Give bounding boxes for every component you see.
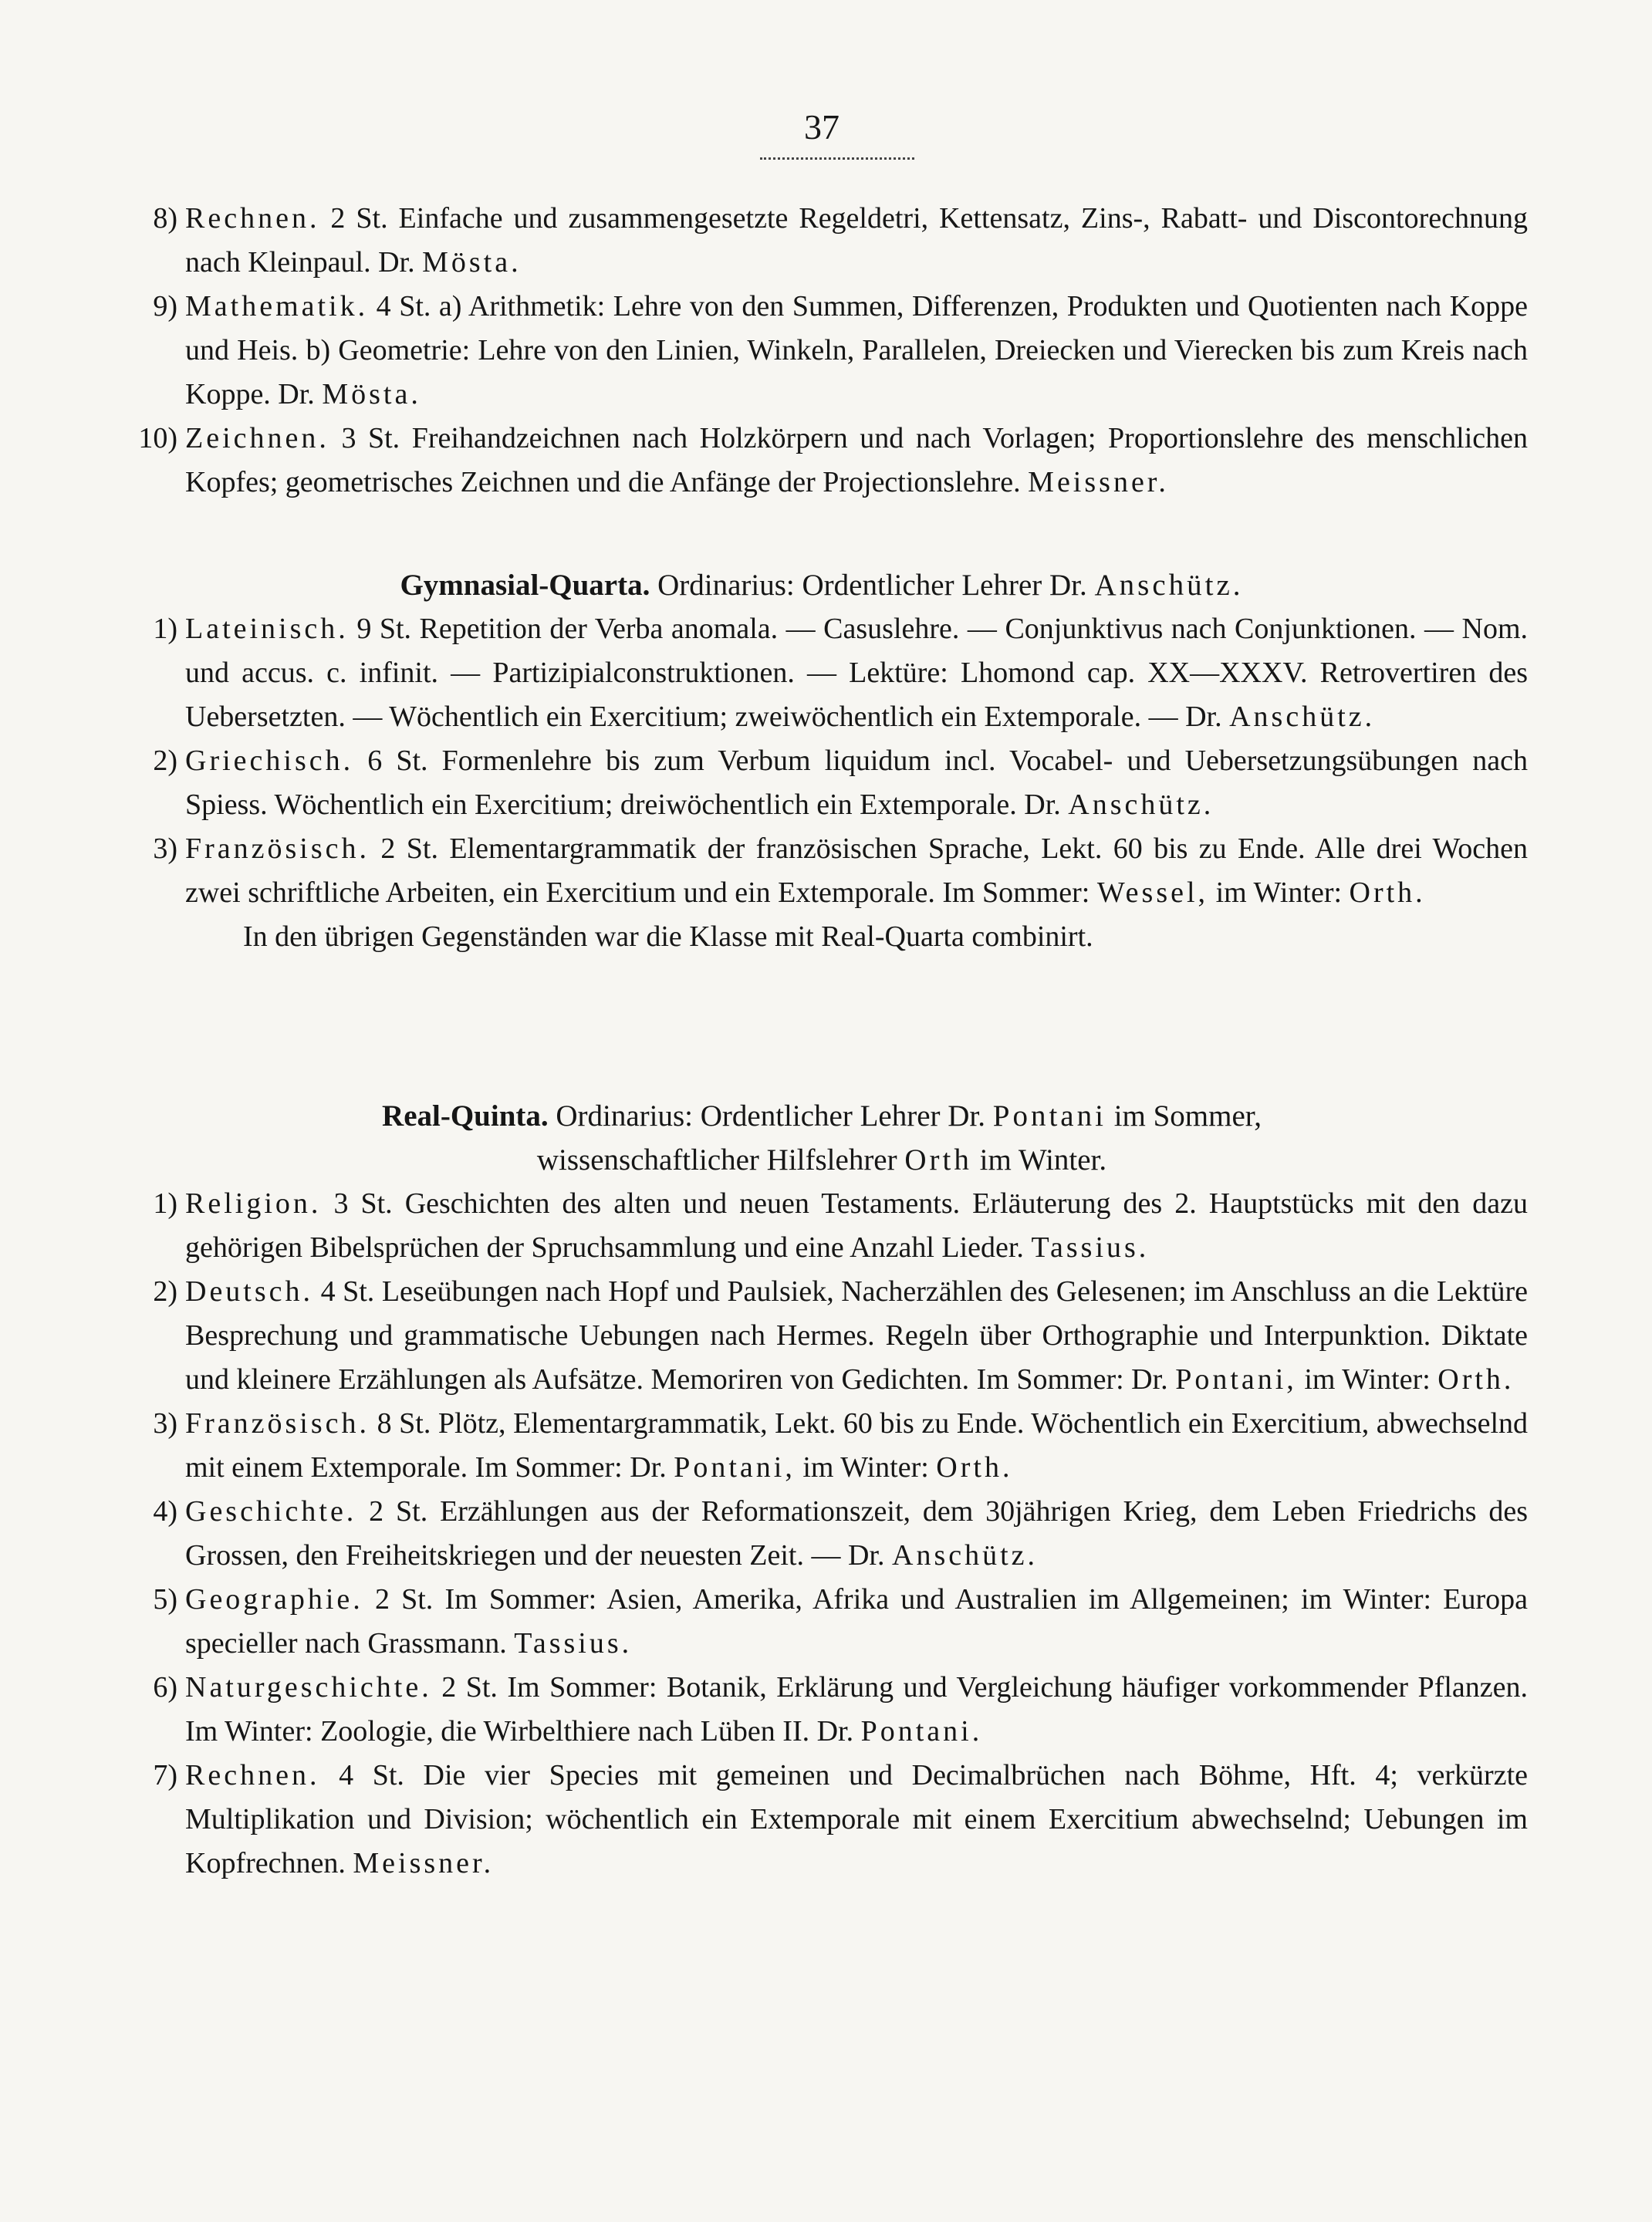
section-title: Real-Quinta. bbox=[382, 1099, 549, 1133]
list-item bbox=[116, 1270, 1528, 1402]
subject-name: Geographie. bbox=[185, 1583, 363, 1616]
item-text: 2 St. Im Sommer: Asien, Amerika, Afrika und Australien im Allgemeinen; im Winter: Europa specieller nach Grassmann. bbox=[185, 1583, 1528, 1660]
item-number: 9) bbox=[153, 290, 177, 322]
item-number: 6) bbox=[153, 1671, 177, 1704]
subject-name: Religion. bbox=[185, 1187, 322, 1220]
subject-name: Französisch. bbox=[185, 1407, 370, 1440]
item-number: 1) bbox=[153, 613, 177, 645]
item-text: 8 St. Plötz, Elementargrammatik, Lekt. 60 bis zu Ende. Wöchentlich ein Exercitium, abwechselnd mit einem Extemporale. Im Sommer: Dr. bbox=[185, 1407, 1529, 1484]
teacher-name: Pontani. bbox=[860, 1715, 983, 1748]
teacher-name: Mösta. bbox=[422, 246, 522, 279]
item-text: 2 St. Im Sommer: Botanik, Erklärung und Vergleichung häufiger vorkommender Pflanzen. Im Winter: Zoologie, die Wirbelthiere nach Lüben II. Dr. bbox=[185, 1671, 1529, 1748]
ordinarius-text: Ordinarius: Ordentlicher Lehrer Dr. bbox=[657, 569, 1087, 602]
continued-entries bbox=[116, 197, 1528, 505]
item-text: 4 St. Leseübungen nach Hopf und Paulsiek, Nacherzählen des Gelesenen; im Anschluss an die Lektüre Besprechung und grammatische Uebungen nach Hermes. Regeln über Orthographie und Interpunktion. Diktate und kleinere Erzählungen als Aufsätze. Memoriren von Gedichten. Im Sommer: Dr. bbox=[185, 1275, 1529, 1396]
list-item bbox=[116, 1182, 1528, 1270]
ordinarius-name: Orth bbox=[904, 1143, 972, 1177]
item-number: 1) bbox=[153, 1187, 177, 1220]
item-text: 2 St. Elementargrammatik der französischen Sprache, Lekt. 60 bis zu Ende. Alle drei Wochen zwei schriftliche Arbeiten, ein Exercitium und ein Extemporale. Im Sommer: bbox=[185, 832, 1528, 909]
item-text: 6 St. Formenlehre bis zum Verbum liquidum incl. Vocabel- und Uebersetzungsübungen nach Spiess. Wöchentlich ein Exercitium; dreiwöchentlich ein Extemporale. Dr. bbox=[185, 745, 1528, 821]
teacher-name: Orth. bbox=[936, 1451, 1013, 1484]
item-text: 2 St. Erzählungen aus der Reformationszeit, dem 30jährigen Krieg, dem Leben Friedrichs des Grossen, den Freiheitskriegen und der neuesten Zeit. — Dr. bbox=[185, 1495, 1528, 1572]
list-item bbox=[116, 417, 1528, 505]
item-text: 9 St. Repetition der Verba anomala. — Casuslehre. — Conjunktivus nach Conjunktionen. — Nom. und accus. c. infinit. — Partizipialconstruktionen. — Lektüre: Lhomond cap. XX—XXXV. Retrovertiren des Uebersetzten. — Wöchentlich ein Exercitium; zweiwöchentlich ein Extemporale. — Dr. bbox=[185, 613, 1528, 733]
section-real-quinta bbox=[116, 1094, 1528, 1886]
item-text: 2 St. Einfache und zusammengesetzte Regeldetri, Kettensatz, Zins-, Rabatt- und Discontorechnung nach Kleinpaul. Dr. bbox=[185, 202, 1528, 279]
teacher-name: Pontani, bbox=[674, 1451, 796, 1484]
item-number: 7) bbox=[153, 1759, 177, 1791]
teacher-name: Tassius. bbox=[514, 1627, 633, 1660]
teacher-name: Wessel, bbox=[1096, 876, 1209, 909]
subject-name: Französisch. bbox=[185, 832, 370, 865]
ordinarius-name: Pontani bbox=[992, 1099, 1106, 1133]
ordinarius-line-1 bbox=[116, 1094, 1528, 1138]
subject-name: Rechnen. bbox=[185, 202, 320, 235]
subject-name: Griechisch. bbox=[185, 745, 354, 777]
subject-name: Naturgeschichte. bbox=[185, 1671, 432, 1704]
list-item bbox=[116, 1666, 1528, 1754]
item-text: 3 St. Geschichten des alten und neuen Testaments. Erläuterung des 2. Hauptstücks mit den dazu gehörigen Bibelsprüchen der Spruchsammlung und eine Anzahl Lieder. bbox=[185, 1187, 1529, 1264]
subject-name: Deutsch. bbox=[185, 1275, 314, 1308]
ordinarius-line-2 bbox=[116, 1138, 1528, 1182]
teacher-name: Pontani, bbox=[1175, 1363, 1297, 1396]
teacher-name: Tassius. bbox=[1031, 1231, 1150, 1264]
item-text-continued: im Winter: bbox=[1215, 876, 1343, 909]
item-number: 3) bbox=[153, 832, 177, 865]
ordinarius-text: wissenschaftlicher Hilfslehrer bbox=[536, 1143, 897, 1177]
item-text-continued: im Winter: bbox=[802, 1451, 929, 1484]
teacher-name: Meissner. bbox=[353, 1847, 495, 1879]
item-number: 10) bbox=[138, 422, 177, 454]
ordinarius-name: Anschütz. bbox=[1094, 569, 1244, 602]
subject-name: Zeichnen. bbox=[185, 422, 329, 454]
list-item bbox=[116, 285, 1528, 417]
item-text: 3 St. Freihandzeichnen nach Holzkörpern und nach Vorlagen; Proportionslehre des menschlichen Kopfes; geometrisches Zeichnen und die Anfänge der Projectionslehre. bbox=[185, 422, 1529, 498]
item-text-continued: im Winter: bbox=[1304, 1363, 1431, 1396]
item-number: 8) bbox=[153, 202, 177, 235]
teacher-name: Orth. bbox=[1349, 876, 1426, 909]
item-number: 3) bbox=[153, 1407, 177, 1440]
teacher-name: Meissner. bbox=[1028, 466, 1169, 498]
teacher-name: Orth. bbox=[1437, 1363, 1515, 1396]
list-item bbox=[116, 739, 1528, 827]
item-text: 4 St. a) Arithmetik: Lehre von den Summen, Differenzen, Produkten und Quotienten nach Koppe und Heis. b) Geometrie: Lehre von den Linien, Winkeln, Parallelen, Dreiecken und Vierecken bis zum Kreis nach Koppe. Dr. bbox=[185, 290, 1528, 410]
section-heading bbox=[116, 1094, 1528, 1182]
list-item bbox=[116, 1578, 1528, 1666]
teacher-name: Anschütz. bbox=[1068, 789, 1215, 821]
ordinarius-text: Ordinarius: Ordentlicher Lehrer Dr. bbox=[556, 1099, 986, 1133]
item-number: 5) bbox=[153, 1583, 177, 1616]
page-number: 37 bbox=[804, 107, 840, 147]
item-number: 4) bbox=[153, 1495, 177, 1528]
teacher-name: Anschütz. bbox=[1229, 701, 1376, 733]
list-item bbox=[116, 1754, 1528, 1886]
item-text: 4 St. Die vier Species mit gemeinen und Decimalbrüchen nach Böhme, Hft. 4; verkürzte Multiplikation und Division; wöchentlich ein Extemporale mit einem Exercitium abwechselnd; Uebungen im Kopfrechnen. bbox=[185, 1759, 1528, 1879]
teacher-name: Mösta. bbox=[322, 378, 421, 410]
subject-name: Geschichte. bbox=[185, 1495, 357, 1528]
list-item bbox=[116, 607, 1528, 739]
item-number: 2) bbox=[153, 745, 177, 777]
list-item bbox=[116, 1402, 1528, 1490]
subject-name: Mathematik. bbox=[185, 290, 369, 322]
ordinarius-text-end: im Winter. bbox=[979, 1143, 1107, 1177]
section-title: Gymnasial-Quarta. bbox=[400, 569, 650, 602]
page-number-ornament bbox=[760, 153, 914, 160]
subject-name: Rechnen. bbox=[185, 1759, 320, 1791]
teacher-name: Anschütz. bbox=[892, 1539, 1039, 1572]
item-number: 2) bbox=[153, 1275, 177, 1308]
list-item bbox=[116, 1490, 1528, 1578]
subject-name: Lateinisch. bbox=[185, 613, 349, 645]
ordinarius-text-end: im Sommer, bbox=[1113, 1099, 1262, 1133]
section-gymnasial-quarta bbox=[116, 563, 1528, 959]
section-note: In den übrigen Gegenständen war die Klasse mit Real-Quarta combinirt. bbox=[243, 920, 1093, 953]
list-item bbox=[116, 197, 1528, 285]
section-heading bbox=[116, 563, 1528, 607]
list-item bbox=[116, 827, 1528, 915]
